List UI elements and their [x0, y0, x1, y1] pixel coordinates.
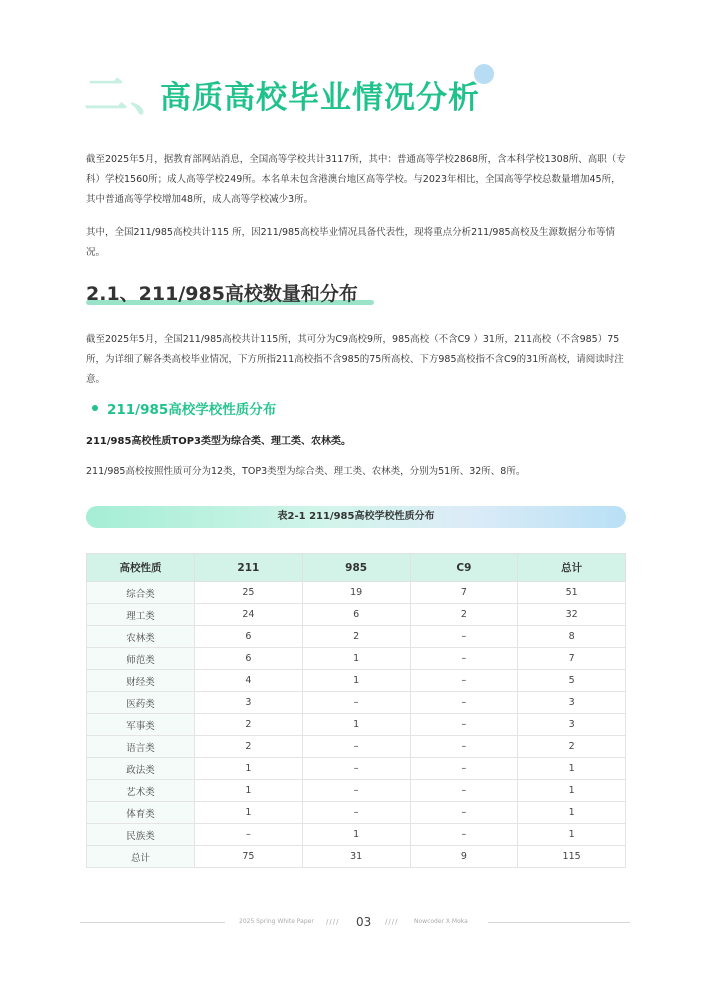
- table-cell: 1: [195, 758, 303, 780]
- table-cell: –: [410, 758, 518, 780]
- table-cell: –: [410, 824, 518, 846]
- table-row: [87, 626, 626, 648]
- table-cell: 1: [302, 714, 410, 736]
- table-cell: 1: [195, 780, 303, 802]
- table-cell: 6: [302, 604, 410, 626]
- table-cell: –: [195, 824, 303, 846]
- table-row: [87, 824, 626, 846]
- table-row: [87, 846, 626, 868]
- footer-divider: [80, 922, 225, 923]
- table-cell: 8: [518, 626, 626, 648]
- table-cell: 6: [195, 626, 303, 648]
- row-label-cell: 语言类: [87, 736, 195, 758]
- footer-publication: 2025 Spring White Paper: [239, 918, 314, 925]
- table-cell: –: [410, 692, 518, 714]
- footer-slashes: ////: [326, 918, 340, 926]
- table-header-cell: 高校性质: [87, 554, 195, 582]
- row-label-cell: 理工类: [87, 604, 195, 626]
- bullet-heading-text: 211/985高校学校性质分布: [107, 402, 277, 418]
- table-header-cell: 985: [302, 554, 410, 582]
- table-cell: –: [302, 692, 410, 714]
- page-footer: [80, 912, 630, 932]
- table-cell: 31: [302, 846, 410, 868]
- table-header-row: [87, 554, 626, 582]
- table-cell: –: [302, 758, 410, 780]
- table-header-cell: 211: [195, 554, 303, 582]
- table-cell: 7: [410, 582, 518, 604]
- table-cell: –: [410, 648, 518, 670]
- row-label-cell: 总计: [87, 846, 195, 868]
- table-caption-bar: [86, 506, 626, 528]
- row-label-cell: 综合类: [87, 582, 195, 604]
- row-label-cell: 民族类: [87, 824, 195, 846]
- table-cell: 3: [518, 714, 626, 736]
- table-cell: 3: [518, 692, 626, 714]
- table-caption: 表2-1 211/985高校学校性质分布: [277, 511, 435, 522]
- table-cell: –: [302, 802, 410, 824]
- footer-brand: Nowcoder X Moka: [414, 918, 468, 925]
- table-cell: 1: [518, 802, 626, 824]
- table-cell: 1: [302, 648, 410, 670]
- table-row: [87, 582, 626, 604]
- table-cell: 2: [410, 604, 518, 626]
- table-cell: 1: [518, 824, 626, 846]
- table-cell: 2: [302, 626, 410, 648]
- row-label-cell: 师范类: [87, 648, 195, 670]
- table-row: [87, 692, 626, 714]
- footer-slashes: ////: [385, 918, 399, 926]
- table-cell: 1: [518, 780, 626, 802]
- table-cell: –: [302, 736, 410, 758]
- table-row: [87, 648, 626, 670]
- table-cell: 24: [195, 604, 303, 626]
- section-number: 二、: [84, 70, 176, 121]
- table-cell: 25: [195, 582, 303, 604]
- intro-paragraph: 截至2025年5月，据教育部网站消息，全国高等学校共计3117所，其中：普通高等学校2868所，含本科学校1308所、高职（专科）学校1560所；成人高等学校249所。本名单未包含港澳台地区高等学校。与2023年相比，全国高等学校总数量增加45所，其中普通高等学校增加48所，成人高等学校减少3所。: [86, 154, 626, 205]
- table-cell: 115: [518, 846, 626, 868]
- table-cell: 32: [518, 604, 626, 626]
- table-row: [87, 780, 626, 802]
- table-cell: –: [410, 714, 518, 736]
- row-label-cell: 体育类: [87, 802, 195, 824]
- table-cell: 4: [195, 670, 303, 692]
- table-row: [87, 714, 626, 736]
- subsection-paragraph: 截至2025年5月，全国211/985高校共计115所，其可分为C9高校9所，985高校（不含C9 ）31所，211高校（不含985）75所，为详细了解各类高校毕业情况，下方所指211高校指不含985的75所高校、下方985高校指不含C9的31所高校，请阅读时注意。: [86, 334, 624, 385]
- page-number: 03: [356, 915, 372, 929]
- row-label-cell: 医药类: [87, 692, 195, 714]
- table-cell: 2: [518, 736, 626, 758]
- footer-divider: [488, 922, 630, 923]
- table-cell: 3: [195, 692, 303, 714]
- table-cell: 5: [518, 670, 626, 692]
- table-row: [87, 802, 626, 824]
- table-cell: 9: [410, 846, 518, 868]
- table-cell: –: [410, 802, 518, 824]
- table-header-cell: 总计: [518, 554, 626, 582]
- table-cell: 1: [302, 670, 410, 692]
- row-label-cell: 艺术类: [87, 780, 195, 802]
- table-cell: –: [410, 736, 518, 758]
- table-cell: 51: [518, 582, 626, 604]
- table-cell: –: [410, 780, 518, 802]
- table-cell: –: [302, 780, 410, 802]
- row-label-cell: 政法类: [87, 758, 195, 780]
- table-cell: –: [410, 626, 518, 648]
- section-title: 高质高校毕业情况分析: [160, 80, 480, 116]
- table-row: [87, 736, 626, 758]
- subsection-title: 2.1、211/985高校数量和分布: [86, 283, 358, 305]
- table-cell: 1: [302, 824, 410, 846]
- table-row: [87, 670, 626, 692]
- table-row: [87, 604, 626, 626]
- table-row: [87, 758, 626, 780]
- table-header-cell: C9: [410, 554, 518, 582]
- table-cell: –: [410, 670, 518, 692]
- table-cell: 1: [518, 758, 626, 780]
- row-label-cell: 农林类: [87, 626, 195, 648]
- table-cell: 2: [195, 714, 303, 736]
- school-type-table: [86, 553, 626, 868]
- key-finding: 211/985高校性质TOP3类型为综合类、理工类、农林类。: [86, 436, 352, 447]
- row-label-cell: 军事类: [87, 714, 195, 736]
- table-cell: 1: [195, 802, 303, 824]
- section-heading: [84, 70, 644, 126]
- focus-paragraph: 其中，全国211/985高校共计115 所，因211/985高校毕业情况具备代表性，现将重点分析211/985高校及生源数据分布等情况。: [86, 227, 616, 258]
- table-cell: 7: [518, 648, 626, 670]
- row-label-cell: 财经类: [87, 670, 195, 692]
- table-cell: 6: [195, 648, 303, 670]
- table-cell: 2: [195, 736, 303, 758]
- bullet-icon: [92, 405, 98, 411]
- bullet-heading: [92, 400, 276, 420]
- table-cell: 19: [302, 582, 410, 604]
- table-cell: 75: [195, 846, 303, 868]
- detail-paragraph: 211/985高校按照性质可分为12类，TOP3类型为综合类、理工类、农林类，分别为51所、32所、8所。: [86, 466, 526, 477]
